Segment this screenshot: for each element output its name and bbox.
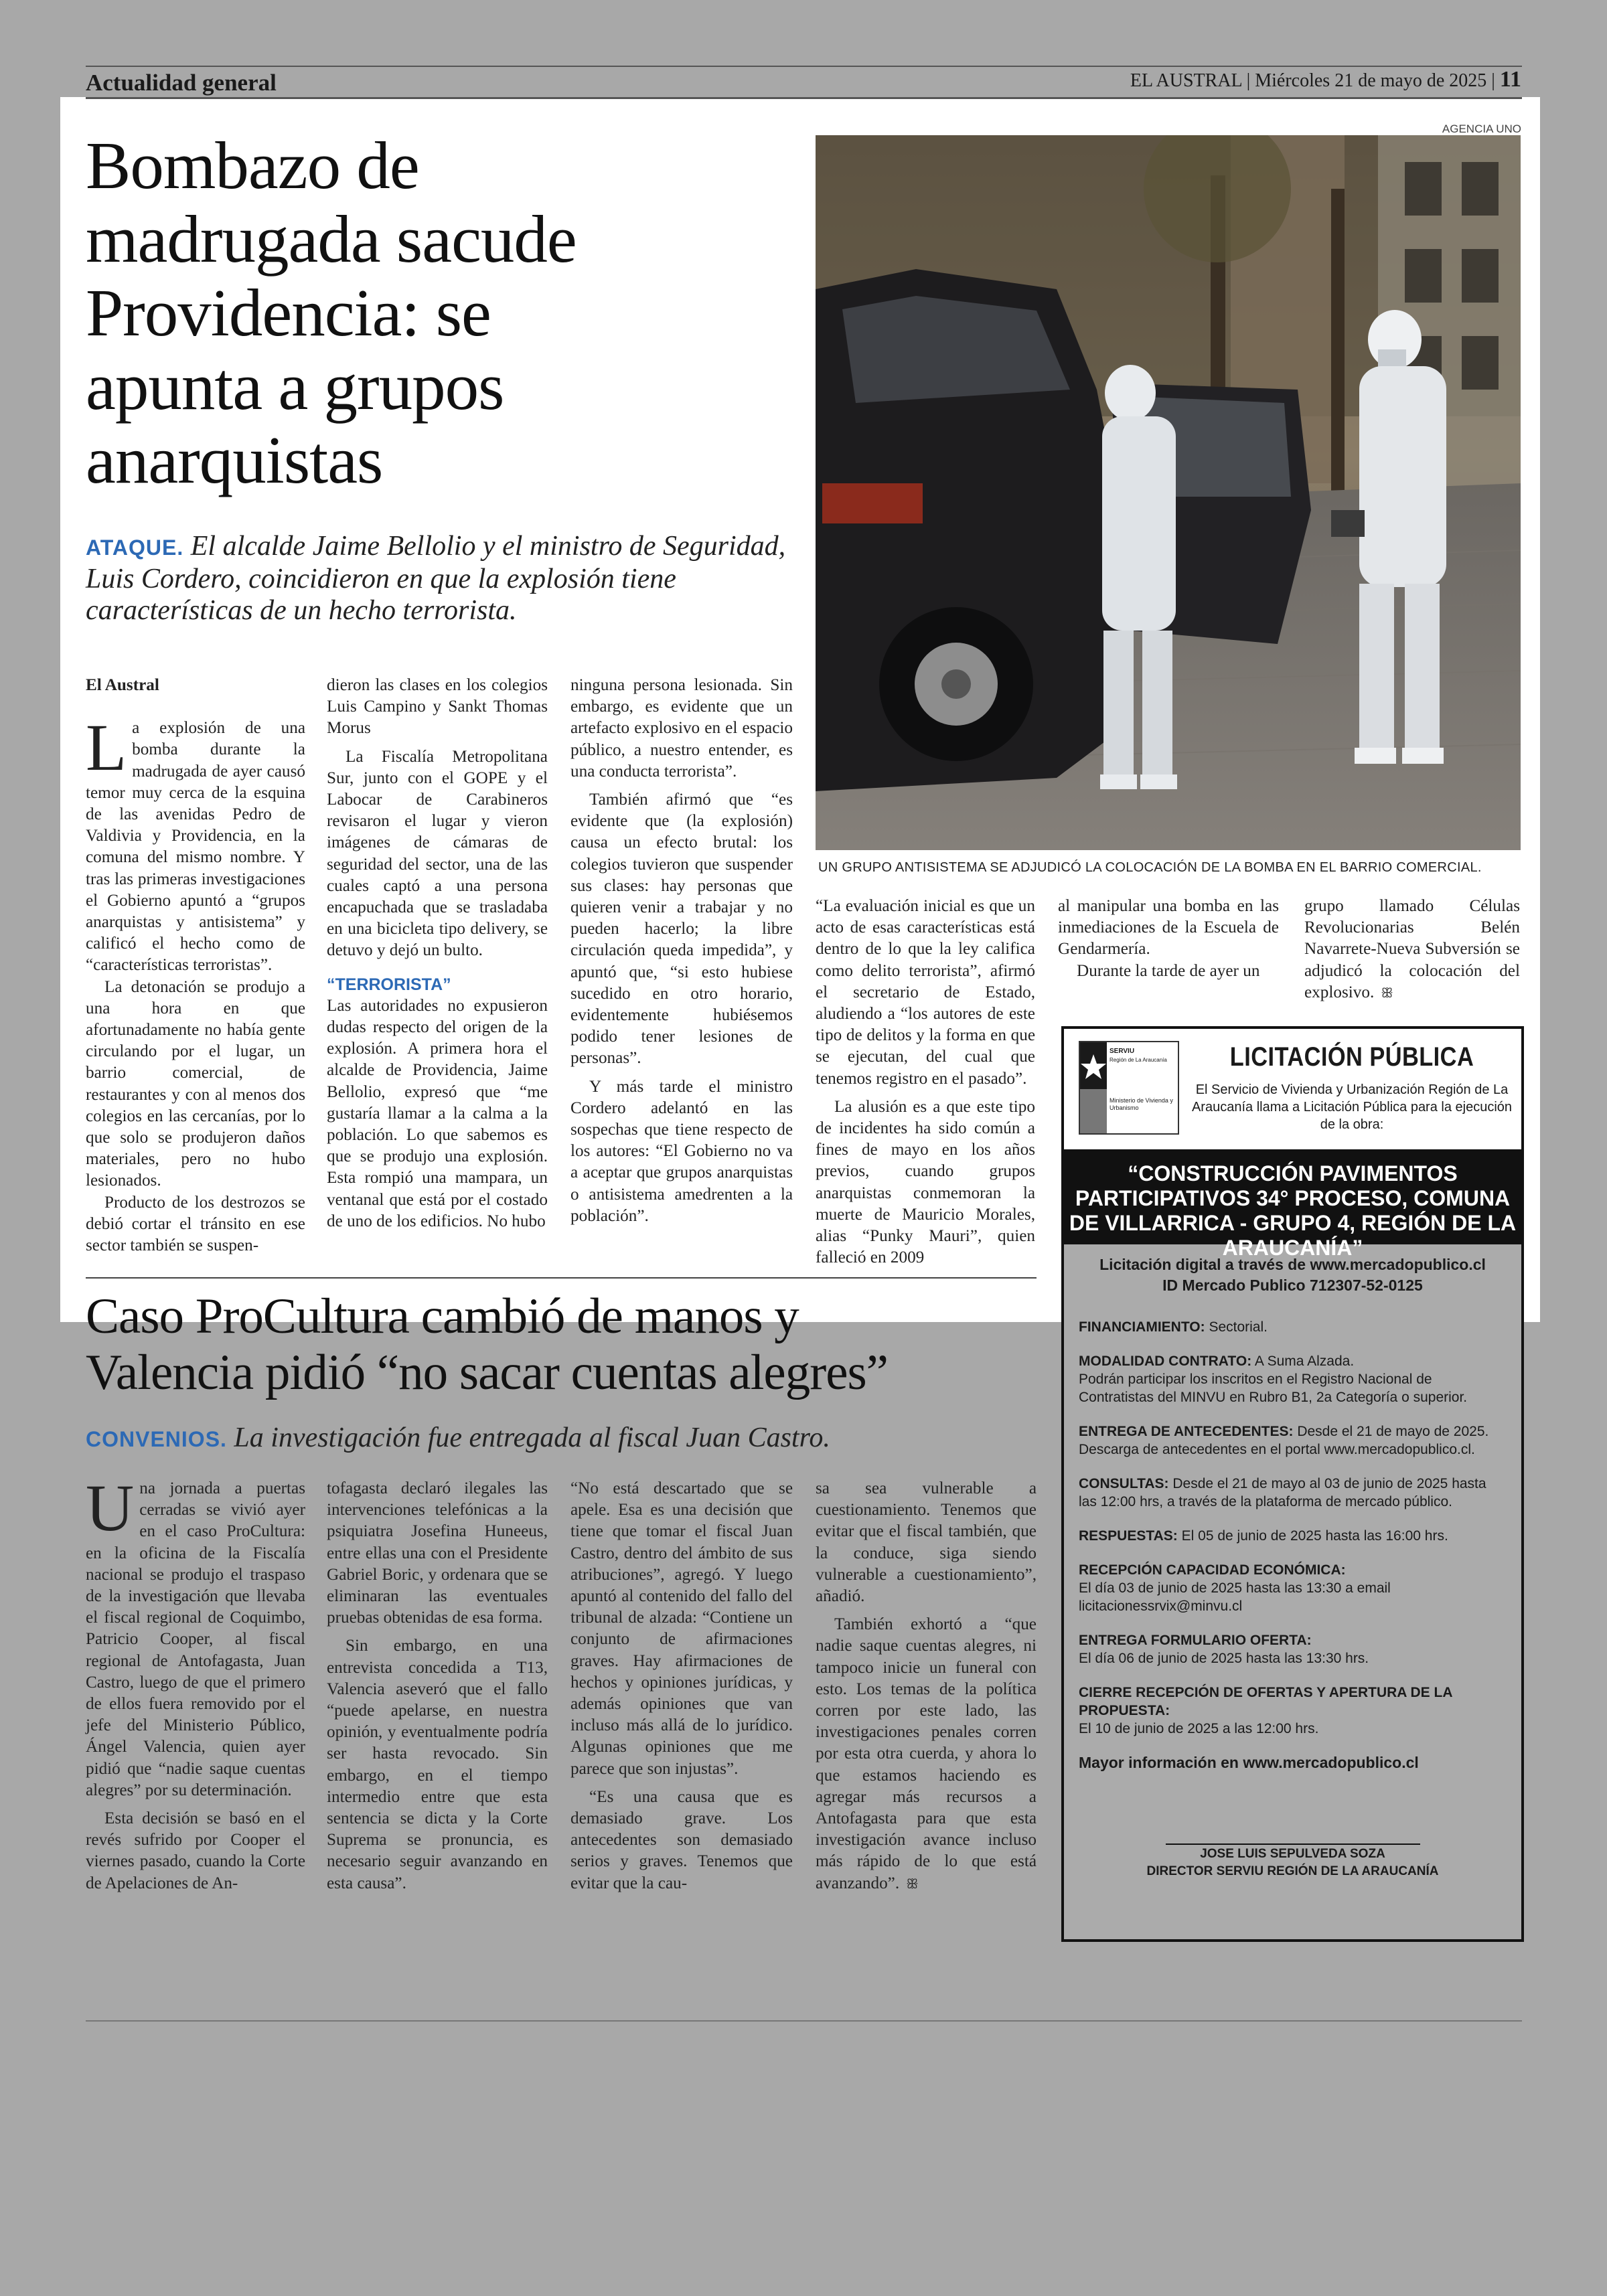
paragraph-text: grupo llamado Células Revolucionarias Belén Navarrete-Nueva Subversión se adjudicó la colocación del explosivo. [1304, 897, 1520, 1001]
drop-cap: L [86, 710, 127, 785]
article1-column-2 [327, 675, 548, 1232]
paragraph-text: na jornada a puertas cerradas se vivió ayer en el caso ProCultura: en la oficina de la Fiscalía nacional se produjo el traspaso de la investigación que llevaba el fiscal regional de Coquimbo, Patricio Cooper, al fiscal regional de Antofagasta, Juan Castro, luego de que el primero de ellos fuera removido por el jefe del Ministerio Público, Ángel Valencia, quien ayer pidió que “nadie saque cuentas alegres” por su determinación. [86, 1479, 305, 1799]
ad-item [1079, 1561, 1507, 1615]
paragraph: La Fiscalía Metropolitana Sur, junto con el GOPE y el Labocar de Carabineros revisaron el lugar y vieron imágenes de cámaras de seguridad del sector, una de las cuales captó a una persona encapuchada que se trasladaba en una bicicleta tipo delivery, se detuvo y dejó un bulto. [327, 747, 548, 960]
article2-kicker: CONVENIOS. [86, 1427, 227, 1451]
paragraph: al manipular una bomba en las inmediaciones de la Escuela de Gendarmería. [1058, 897, 1279, 959]
paragraph [86, 1471, 305, 1801]
subhead: “TERRORISTA” [327, 975, 451, 994]
ad-item-label: CIERRE RECEPCIÓN DE OFERTAS Y APERTURA DE LA PROPUESTA: [1079, 1685, 1452, 1718]
article2-column-1 [86, 1471, 305, 1894]
article2-deck-text: La investigación fue entregada al fiscal Juan Castro. [234, 1422, 830, 1453]
end-of-article-icon: ꕥ [906, 1875, 919, 1892]
paragraph: sa sea vulnerable a cuestionamiento. Tenemos que evitar que el fiscal también, que la conduce, siga siendo vulnerable a cuestionamiento”, añadió. [816, 1479, 1037, 1606]
ad-item-label: CONSULTAS: [1079, 1476, 1169, 1491]
ad-more-info: Mayor información en www.mercadopublico.cl [1079, 1754, 1419, 1771]
article2-headline [86, 1289, 1050, 1401]
paragraph: Durante la tarde de ayer un [1077, 961, 1260, 980]
paragraph: tofagasta declaró ilegales las intervenciones telefónicas a la psiquiatra Josefina Huneeus, entre ellas una con el Presidente Gabriel Boric, y ordenara que se eliminaran las eventuales pruebas obtenidas de esa forma. [327, 1479, 548, 1627]
article1-column-4 [816, 896, 1035, 1268]
ad-item-extra: El 10 de junio de 2025 a las 12:00 hrs. [1079, 1721, 1319, 1736]
ad-item-label: MODALIDAD CONTRATO: [1079, 1354, 1252, 1369]
ad-item [1079, 1352, 1507, 1406]
ad-item-text: El 05 de junio de 2025 hasta las 16:00 hrs. [1181, 1528, 1448, 1544]
paragraph: Esta decisión se basó en el revés sufrido por Cooper el viernes pasado, cuando la Corte de Apelaciones de An- [86, 1809, 305, 1892]
public-tender-ad [1061, 1026, 1524, 1942]
drop-cap: U [86, 1471, 135, 1545]
paragraph: “No está descartado que se apele. Esa es una decisión que tiene que tomar el fiscal Juan Castro, dentro del ámbito de sus atribuciones”, agregó. Y luego apuntó al contenido del fallo del tribunal de alzada: “Contiene un conjunto de afirmaciones graves. Hay afirmaciones de hechos y opiniones jurídicas, y además opiniones que van incluso más allá de lo jurídico. Algunas opiniones que me parece que son injustas”. [570, 1479, 793, 1778]
ad-item-label: ENTREGA DE ANTECEDENTES: [1079, 1424, 1294, 1439]
headline-line: madrugada sacude [86, 201, 577, 276]
photo-caption: UN GRUPO ANTISISTEMA SE ADJUDICÓ LA COLOCACIÓN DE LA BOMBA EN EL BARRIO COMERCIAL. [818, 860, 1482, 875]
ad-item [1079, 1631, 1507, 1667]
headline-line: Valencia pidió “no sacar cuentas alegres” [86, 1345, 888, 1400]
ad-item-label: RECEPCIÓN CAPACIDAD ECONÓMICA: [1079, 1562, 1346, 1578]
ad-item [1079, 1527, 1507, 1545]
headline-line: anarquistas [86, 422, 383, 497]
ad-item [1079, 1422, 1507, 1459]
ad-item-label: ENTREGA FORMULARIO OFERTA: [1079, 1633, 1312, 1648]
header-rule-top [86, 66, 1522, 67]
article2-column-4 [816, 1478, 1037, 1894]
end-of-article-icon: ꕥ [1381, 984, 1393, 1001]
article1-deck [86, 531, 795, 627]
paragraph: dieron las clases en los colegios Luis Campino y Sankt Thomas Morus [327, 676, 548, 738]
article1-column-5 [1058, 896, 1279, 982]
ad-id-line: ID Mercado Publico 712307-52-0125 [1162, 1277, 1423, 1294]
headline-line: apunta a grupos [86, 349, 504, 424]
paragraph [86, 710, 305, 976]
paragraph: Las autoridades no expusieron dudas respecto del origen de la explosión. A primera hora el alcalde de Providencia, Jaime Bellolio, expresó que “me gustaría llamar a la calma a la población. Lo que sabemos es que se produjo una explosión. Esta rompió una mampara, un ventanal que está por el costado de uno de los edificios. No hubo [327, 996, 548, 1230]
paragraph [1304, 896, 1520, 1003]
article2-column-2 [327, 1478, 548, 1894]
ad-item-text: Desde el 21 de mayo de 2025. [1297, 1424, 1489, 1439]
article-divider [86, 1277, 1037, 1279]
ad-project-band: “CONSTRUCCIÓN PAVIMENTOS PARTICIPATIVOS 34° PROCESO, COMUNA DE VILLARRICA - GRUPO 4, REGIÓN DE LA ARAUCANÍA” [1064, 1149, 1521, 1244]
paragraph: También afirmó que “es evidente que (la explosión) causa un efecto brutal: los colegios tuvieron que suspender sus clases: hay personas que quieren venir a trabajar y no pueden hacerlo; la libre circulación queda impedida”, y apuntó que, “si esto hubiese sucedido en otro horario, evidentemente hubiésemos podido tener lesiones de personas”. [570, 791, 793, 1068]
byline: El Austral [86, 676, 159, 694]
serviu-logo [1079, 1041, 1179, 1135]
ad-item-extra: El día 06 de junio de 2025 hasta las 13:30 hrs. [1079, 1651, 1369, 1666]
headline-line: Providencia: se [86, 275, 491, 350]
ad-item-extra: Descarga de antecedentes en el portal www.mercadopublico.cl. [1079, 1442, 1475, 1457]
article1-column-6 [1304, 896, 1520, 1003]
photo-credit: AGENCIA UNO [1442, 122, 1521, 135]
paragraph: La alusión es a que este tipo de incidentes ha sido común a fines de mayo en los años previos, cuando grupos anarquistas conmemoran la muerte de Mauricio Morales, alias “Punky Mauri”, quien falleció en 2009 [816, 1097, 1035, 1267]
ad-item-label: RESPUESTAS: [1079, 1528, 1178, 1544]
paragraph: Sin embargo, en una entrevista concedida a T13, Valencia aseveró que el fallo “puede apelarse, en nuestra opinión, y eventualmente podría ser hasta revocado. Sin embargo, en el tiempo intermedio entre que esta sentencia se dicta y la Corte Suprema se pronuncia, es necesario seguir avanzando en esta causa”. [327, 1637, 548, 1892]
signature-line [1166, 1843, 1420, 1845]
header-rule-bottom [86, 97, 1522, 99]
ad-item-extra: Podrán participar los inscritos en el Registro Nacional de Contratistas del MINVU en Rubro B1, 2a Categoría o superior. [1079, 1372, 1468, 1405]
logo-subtext: Región de La Araucanía [1109, 1057, 1167, 1063]
paragraph: ninguna persona lesionada. Sin embargo, es evidente que un artefacto explosivo en el espacio público, a nuestro entender, es una conducta terrorista”. [570, 676, 793, 781]
logo-ministry: Ministerio de Vivienda y Urbanismo [1109, 1097, 1173, 1111]
article1-kicker: ATAQUE. [86, 536, 184, 560]
ad-signature [1064, 1846, 1521, 1880]
article1-deck-text: El alcalde Jaime Bellolio y el ministro de Seguridad, Luis Cordero, coincidieron en que la explosión tiene características de un hecho terrorista. [86, 531, 786, 626]
article1-photo [816, 135, 1521, 850]
paragraph-text: a explosión de una bomba durante la madrugada de ayer causó temor muy cerca de la esquina de las avenidas Pedro de Valdivia y Providencia, en la comuna del mismo nombre. Y tras las primeras investigaciones el Gobierno apuntó a “grupos anarquistas y antisistema” y calificó el hecho como de “características terroristas”. [86, 719, 305, 975]
paragraph: “La evaluación inicial es que un acto de esas características está dentro de lo que la ley califica como delito terrorista”, afirmó el secretario de Estado, aludiendo a “los autores de este tipo de delitos y la forma en que se ejecutan, del cual que tenemos registro en el pasado”. [816, 897, 1035, 1088]
paragraph: La detonación se produjo a una hora en que afortunadamente no había gente circulando por el lugar, un barrio comercial, de restaurantes y con al menos dos colegios en las cercanías, por lo que solo se produjeron daños materiales, pero no hubo lesionados. [86, 977, 305, 1190]
ad-item [1079, 1475, 1507, 1511]
paragraph: “Es una causa que es demasiado grave. Los antecedentes son demasiado serios y graves. Tenemos que evitar que la cau- [570, 1787, 793, 1892]
article2-column-3 [570, 1478, 793, 1894]
article1-headline [86, 129, 795, 497]
street-scene-image [816, 135, 1521, 850]
ad-digital-line: Licitación digital a través de www.mercadopublico.cl [1099, 1256, 1486, 1273]
paragraph [816, 1614, 1037, 1894]
page-header-right: EL AUSTRAL | Miércoles 21 de mayo de 2025 | 11 [1130, 67, 1521, 92]
ad-item-extra: El día 03 de junio de 2025 hasta las 13:30 a email licitacionessrvix@minvu.cl [1079, 1580, 1391, 1614]
ad-item-text: Sectorial. [1209, 1319, 1268, 1335]
ad-item-text: Desde el 21 de mayo al 03 de junio de 2025 hasta las 12:00 hrs, a través de la plataforma de mercado público. [1079, 1476, 1486, 1509]
ad-item-text: A Suma Alzada. [1254, 1354, 1355, 1369]
headline-line: Caso ProCultura cambió de manos y [86, 1289, 799, 1344]
page-number: 11 [1499, 67, 1521, 92]
ad-item-label: FINANCIAMIENTO: [1079, 1319, 1205, 1335]
logo-text: SERVIU [1109, 1048, 1135, 1055]
article2-deck [86, 1422, 1050, 1455]
paragraph: Y más tarde el ministro Cordero adelantó en las sospechas que tiene respecto de los autores: “El Gobierno no va a aceptar que grupos anarquistas o antisistema amedrenten a la población”. [570, 1077, 793, 1225]
signer-title: DIRECTOR SERVIU REGIÓN DE LA ARAUCANÍA [1146, 1864, 1439, 1878]
article1-column-1 [86, 675, 305, 1256]
ad-items [1079, 1318, 1507, 1772]
signer-name: JOSE LUIS SEPULVEDA SOZA [1200, 1847, 1385, 1861]
footer-rule [86, 2020, 1522, 2022]
newspaper-name: EL AUSTRAL [1130, 70, 1242, 91]
paragraph-text: También exhortó a “que nadie saque cuentas alegres, ni tampoco inicie un funeral con esto. Los temas de la política corren por este lado, las investigaciones penales corren por esta otra cuerda, y ahora lo que estamos haciendo es agregar más recursos a Antofagasta para que esta investigación avance incluso más rápido de lo que está avanzando”. [816, 1615, 1037, 1892]
paragraph: Producto de los destrozos se debió cortar el tránsito en ese sector también se suspen- [86, 1193, 305, 1255]
issue-date: Miércoles 21 de mayo de 2025 [1255, 70, 1487, 91]
article1-column-3 [570, 675, 793, 1227]
ad-digital [1064, 1254, 1521, 1296]
section-label: Actualidad general [86, 70, 277, 96]
ad-title: LICITACIÓN PÚBLICA [1229, 1042, 1474, 1072]
ad-item [1079, 1318, 1507, 1336]
ad-item [1079, 1684, 1507, 1738]
chile-star-icon [1080, 1042, 1178, 1133]
headline-line: Bombazo de [86, 128, 419, 203]
ad-lead: El Servicio de Vivienda y Urbanización Región de La Araucanía llama a Licitación Pública para la ejecución de la obra: [1191, 1082, 1513, 1132]
